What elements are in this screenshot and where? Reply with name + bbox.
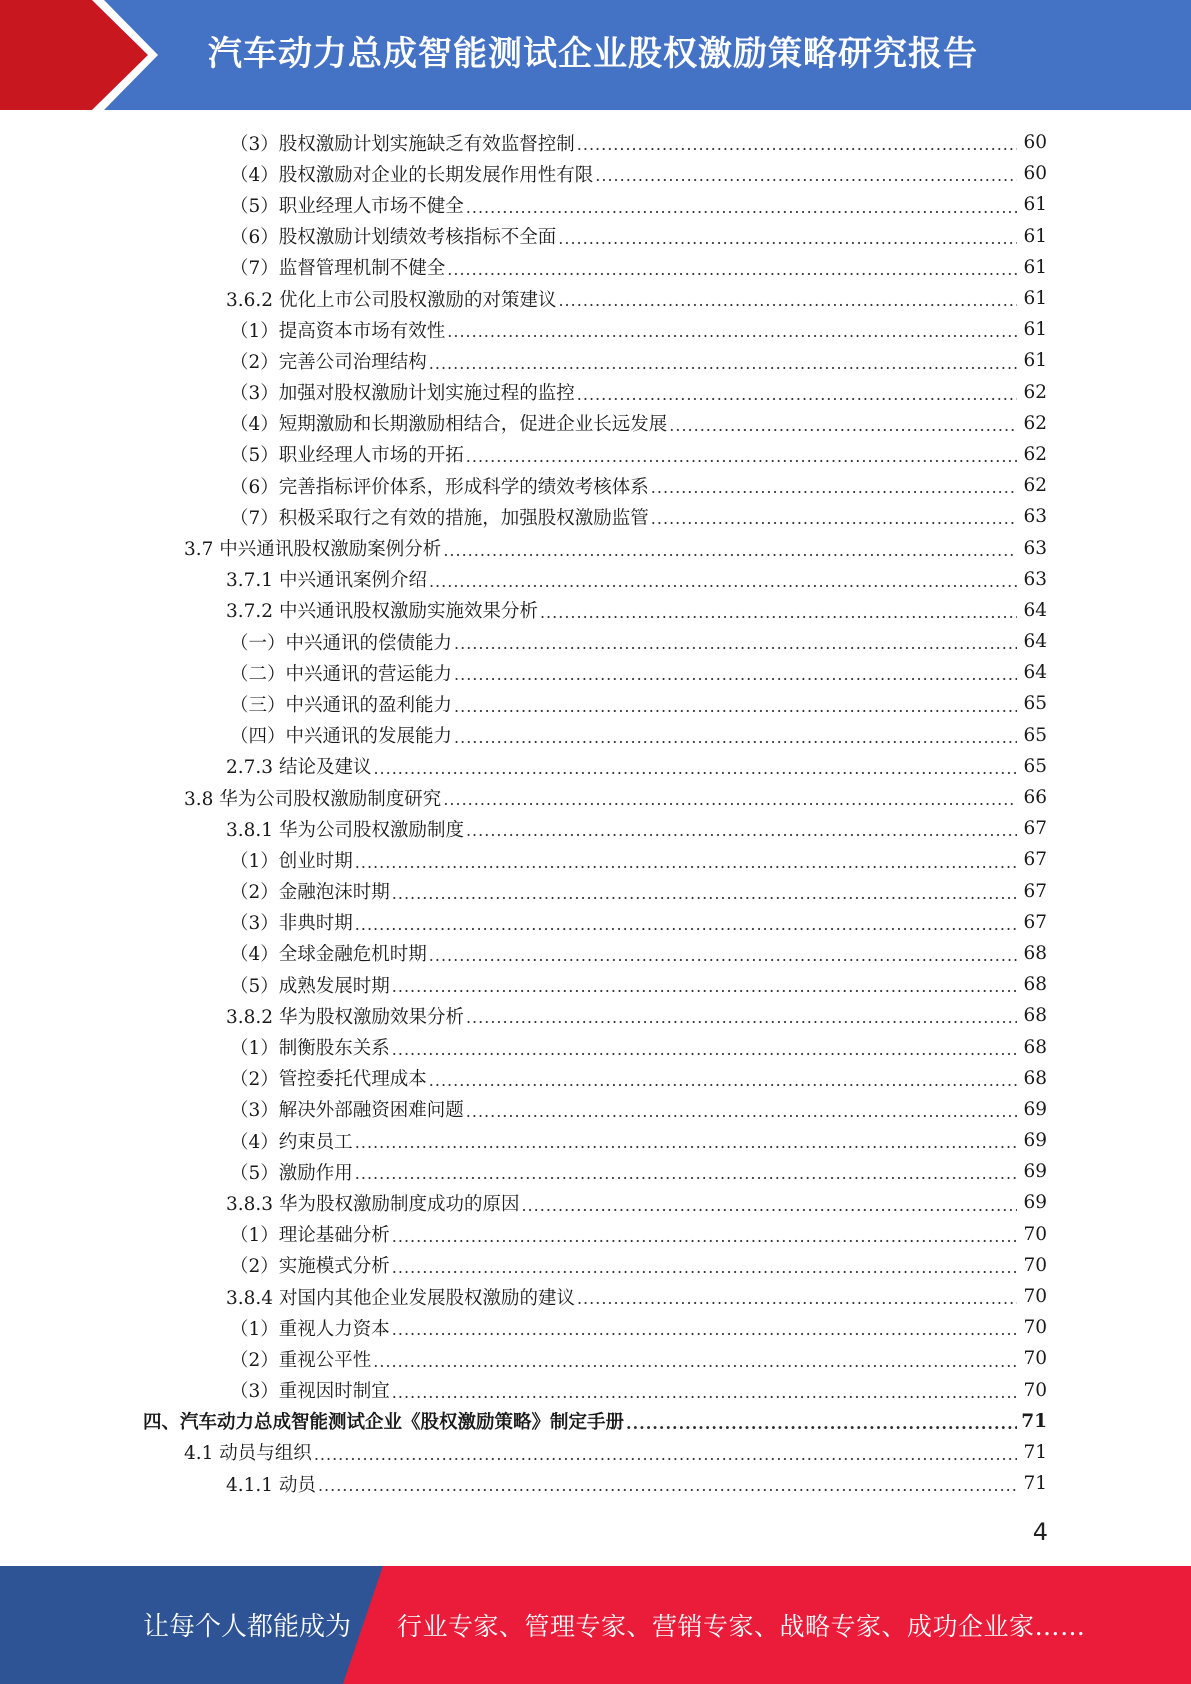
report-title: 汽车动力总成智能测试企业股权激励策略研究报告 bbox=[208, 34, 978, 74]
toc-entry-title: （5）成熟发展时期 bbox=[230, 975, 390, 997]
toc-entry-page: 61 bbox=[1023, 350, 1047, 372]
toc-dot-leader bbox=[429, 354, 1017, 377]
toc-entry[interactable] bbox=[0, 158, 1191, 189]
toc-entry-page: 63 bbox=[1023, 568, 1047, 590]
toc-entry-title: （1）提高资本市场有效性 bbox=[230, 320, 446, 342]
toc-entry-page: 61 bbox=[1023, 319, 1047, 341]
toc-entry-page: 69 bbox=[1023, 1161, 1047, 1183]
toc-entry[interactable] bbox=[0, 1250, 1191, 1281]
toc-dot-leader bbox=[558, 291, 1017, 314]
page-footer bbox=[0, 1566, 1191, 1684]
toc-entry-page: 63 bbox=[1023, 506, 1047, 528]
toc-entry-title: （6）股权激励计划绩效考核指标不全面 bbox=[230, 227, 557, 249]
toc-entry[interactable] bbox=[0, 688, 1191, 719]
toc-entry-title: （一）中兴通讯的偿债能力 bbox=[230, 632, 453, 654]
toc-dot-leader bbox=[392, 1320, 1017, 1343]
toc-entry-page: 70 bbox=[1023, 1286, 1047, 1308]
toc-dot-leader bbox=[577, 385, 1017, 408]
toc-entry-page: 61 bbox=[1023, 225, 1047, 247]
header-red-arrow bbox=[0, 0, 150, 110]
toc-entry[interactable] bbox=[0, 938, 1191, 969]
toc-entry-title: （4）全球金融危机时期 bbox=[230, 944, 427, 966]
toc-entry[interactable] bbox=[0, 626, 1191, 657]
toc-entry-page: 67 bbox=[1023, 911, 1047, 933]
toc-entry[interactable] bbox=[0, 969, 1191, 1000]
footer-slogan-left: 让每个人都能成为 bbox=[143, 1612, 352, 1642]
toc-entry-page: 69 bbox=[1023, 1192, 1047, 1214]
toc-dot-leader bbox=[443, 541, 1017, 564]
toc-entry-title: （2）完善公司治理结构 bbox=[230, 351, 427, 373]
toc-entry-page: 68 bbox=[1023, 1067, 1047, 1089]
toc-entry-page: 62 bbox=[1023, 412, 1047, 434]
toc-entry-title: （3）加强对股权激励计划实施过程的监控 bbox=[230, 383, 575, 405]
toc-dot-leader bbox=[355, 1164, 1017, 1187]
toc-entry[interactable] bbox=[0, 1375, 1191, 1406]
toc-entry-title: （2）实施模式分析 bbox=[230, 1256, 390, 1278]
toc-dot-leader bbox=[318, 1476, 1017, 1499]
toc-entry-page: 69 bbox=[1023, 1098, 1047, 1120]
toc-dot-leader bbox=[429, 1071, 1017, 1094]
toc-entry-title: 4.1.1 动员 bbox=[226, 1474, 316, 1496]
table-of-contents bbox=[0, 127, 1191, 1499]
toc-entry-page: 60 bbox=[1023, 132, 1047, 154]
toc-entry-page: 60 bbox=[1023, 163, 1047, 185]
toc-entry-title: （1）重视人力资本 bbox=[230, 1318, 390, 1340]
toc-entry[interactable] bbox=[0, 1219, 1191, 1250]
toc-entry-title: 3.8.3 华为股权激励制度成功的原因 bbox=[226, 1193, 520, 1215]
toc-dot-leader bbox=[466, 198, 1017, 221]
toc-entry-page: 61 bbox=[1023, 194, 1047, 216]
toc-entry[interactable] bbox=[0, 1343, 1191, 1374]
page-number: 4 bbox=[1032, 1518, 1048, 1546]
toc-entry[interactable] bbox=[0, 408, 1191, 439]
toc-entry-page: 62 bbox=[1023, 475, 1047, 497]
toc-entry[interactable] bbox=[0, 907, 1191, 938]
toc-entry[interactable] bbox=[0, 1000, 1191, 1031]
toc-entry-page: 62 bbox=[1023, 381, 1047, 403]
toc-entry-page: 70 bbox=[1023, 1254, 1047, 1276]
toc-entry-title: （6）完善指标评价体系，形成科学的绩效考核体系 bbox=[230, 476, 649, 498]
toc-entry-page: 66 bbox=[1023, 787, 1047, 809]
toc-dot-leader bbox=[314, 1445, 1017, 1468]
toc-entry-title: （2）重视公平性 bbox=[230, 1349, 372, 1371]
toc-entry-title: （5）职业经理人市场的开拓 bbox=[230, 445, 464, 467]
toc-entry-title: 4.1 动员与组织 bbox=[184, 1443, 312, 1465]
toc-entry-page: 71 bbox=[1021, 1410, 1047, 1432]
toc-dot-leader bbox=[454, 634, 1017, 657]
toc-entry-page: 65 bbox=[1023, 755, 1047, 777]
toc-entry-page: 61 bbox=[1023, 288, 1047, 310]
toc-dot-leader bbox=[447, 260, 1017, 283]
toc-entry-title: （3）重视因时制宜 bbox=[230, 1381, 390, 1403]
toc-dot-leader bbox=[540, 603, 1017, 626]
toc-dot-leader bbox=[429, 572, 1017, 595]
toc-entry-title: 3.8.2 华为股权激励效果分析 bbox=[226, 1006, 464, 1028]
toc-entry[interactable] bbox=[0, 1437, 1191, 1468]
toc-entry[interactable] bbox=[0, 345, 1191, 376]
toc-entry[interactable] bbox=[0, 844, 1191, 875]
toc-entry-title: 3.6.2 优化上市公司股权激励的对策建议 bbox=[226, 289, 557, 311]
footer-slogan-right: 行业专家、管理专家、营销专家、战略专家、成功企业家…… bbox=[397, 1612, 1086, 1641]
toc-entry[interactable] bbox=[0, 470, 1191, 501]
toc-dot-leader bbox=[392, 1258, 1017, 1281]
toc-entry-page: 67 bbox=[1023, 818, 1047, 840]
toc-entry-title: 3.8.1 华为公司股权激励制度 bbox=[226, 819, 464, 841]
toc-entry-title: （2）管控委托代理成本 bbox=[230, 1069, 427, 1091]
toc-entry-page: 61 bbox=[1023, 256, 1047, 278]
toc-entry-page: 65 bbox=[1023, 724, 1047, 746]
toc-entry[interactable] bbox=[0, 751, 1191, 782]
toc-entry-title: 3.7.1 中兴通讯案例介绍 bbox=[226, 570, 427, 592]
toc-dot-leader bbox=[626, 1414, 1017, 1437]
toc-entry-page: 65 bbox=[1023, 693, 1047, 715]
toc-dot-leader bbox=[392, 1383, 1017, 1406]
toc-dot-leader bbox=[466, 447, 1017, 470]
toc-entry[interactable] bbox=[0, 657, 1191, 688]
toc-entry[interactable] bbox=[0, 127, 1191, 158]
toc-entry[interactable] bbox=[0, 1281, 1191, 1312]
toc-entry[interactable] bbox=[0, 1031, 1191, 1062]
toc-dot-leader bbox=[454, 665, 1017, 688]
toc-dot-leader bbox=[443, 790, 1017, 813]
toc-entry-title: （2）金融泡沫时期 bbox=[230, 882, 390, 904]
toc-entry[interactable] bbox=[0, 283, 1191, 314]
toc-dot-leader bbox=[595, 166, 1017, 189]
toc-entry-page: 70 bbox=[1023, 1317, 1047, 1339]
toc-entry[interactable] bbox=[0, 252, 1191, 283]
toc-entry-title: 3.7.2 中兴通讯股权激励实施效果分析 bbox=[226, 601, 538, 623]
toc-dot-leader bbox=[577, 135, 1017, 158]
toc-entry-title: （4）约束员工 bbox=[230, 1131, 353, 1153]
page-header bbox=[0, 0, 1191, 110]
toc-dot-leader bbox=[447, 322, 1017, 345]
toc-entry-page: 68 bbox=[1023, 1036, 1047, 1058]
toc-dot-leader bbox=[651, 509, 1017, 532]
toc-dot-leader bbox=[355, 1133, 1017, 1156]
toc-entry[interactable] bbox=[0, 595, 1191, 626]
toc-entry-page: 67 bbox=[1023, 880, 1047, 902]
toc-entry[interactable] bbox=[0, 813, 1191, 844]
toc-entry[interactable] bbox=[0, 782, 1191, 813]
toc-entry-title: （3）非典时期 bbox=[230, 913, 353, 935]
toc-entry[interactable] bbox=[0, 221, 1191, 252]
toc-entry[interactable] bbox=[0, 564, 1191, 595]
toc-entry[interactable] bbox=[0, 876, 1191, 907]
toc-entry-page: 71 bbox=[1023, 1441, 1047, 1463]
toc-entry[interactable] bbox=[0, 1063, 1191, 1094]
toc-entry-page: 68 bbox=[1023, 942, 1047, 964]
toc-entry-title: 四、汽车动力总成智能测试企业《股权激励策略》制定手册 bbox=[143, 1412, 625, 1434]
toc-entry[interactable] bbox=[0, 1156, 1191, 1187]
toc-entry-title: （7）监督管理机制不健全 bbox=[230, 258, 446, 280]
toc-dot-leader bbox=[466, 821, 1017, 844]
toc-entry-title: （5）职业经理人市场不健全 bbox=[230, 195, 464, 217]
toc-entry[interactable] bbox=[0, 1312, 1191, 1343]
toc-entry[interactable] bbox=[0, 1094, 1191, 1125]
toc-entry-title: 3.8 华为公司股权激励制度研究 bbox=[184, 788, 442, 810]
toc-entry-title: （7）积极采取行之有效的措施，加强股权激励监管 bbox=[230, 507, 649, 529]
toc-dot-leader bbox=[392, 1227, 1017, 1250]
toc-entry-title: （1）理论基础分析 bbox=[230, 1225, 390, 1247]
toc-entry-page: 69 bbox=[1023, 1130, 1047, 1152]
toc-entry-title: （5）激励作用 bbox=[230, 1162, 353, 1184]
toc-entry[interactable] bbox=[0, 1468, 1191, 1499]
toc-dot-leader bbox=[355, 853, 1017, 876]
toc-entry[interactable] bbox=[0, 1187, 1191, 1218]
toc-entry[interactable] bbox=[0, 1125, 1191, 1156]
toc-entry-title: 3.8.4 对国内其他企业发展股权激励的建议 bbox=[226, 1287, 575, 1309]
toc-entry-title: （1）创业时期 bbox=[230, 850, 353, 872]
toc-dot-leader bbox=[521, 1196, 1017, 1219]
toc-entry-page: 68 bbox=[1023, 974, 1047, 996]
toc-entry[interactable] bbox=[0, 532, 1191, 563]
toc-dot-leader bbox=[669, 416, 1017, 439]
toc-entry-title: （四）中兴通讯的发展能力 bbox=[230, 726, 453, 748]
toc-dot-leader bbox=[577, 1289, 1017, 1312]
toc-entry[interactable] bbox=[0, 439, 1191, 470]
toc-dot-leader bbox=[392, 977, 1017, 1000]
toc-entry[interactable] bbox=[0, 189, 1191, 220]
toc-entry[interactable] bbox=[0, 377, 1191, 408]
toc-entry[interactable] bbox=[0, 1406, 1191, 1437]
toc-dot-leader bbox=[373, 759, 1017, 782]
toc-entry-page: 64 bbox=[1023, 631, 1047, 653]
toc-entry-title: （三）中兴通讯的盈利能力 bbox=[230, 694, 453, 716]
toc-entry-page: 67 bbox=[1023, 849, 1047, 871]
toc-dot-leader bbox=[558, 229, 1017, 252]
toc-entry-title: 2.7.3 结论及建议 bbox=[226, 757, 372, 779]
toc-entry[interactable] bbox=[0, 501, 1191, 532]
toc-dot-leader bbox=[651, 478, 1017, 501]
toc-dot-leader bbox=[466, 1102, 1017, 1125]
toc-entry-title: （3）解决外部融资困难问题 bbox=[230, 1100, 464, 1122]
toc-dot-leader bbox=[392, 1040, 1017, 1063]
toc-entry[interactable] bbox=[0, 720, 1191, 751]
toc-entry-page: 70 bbox=[1023, 1223, 1047, 1245]
toc-entry-title: 3.7 中兴通讯股权激励案例分析 bbox=[184, 539, 442, 561]
toc-dot-leader bbox=[373, 1352, 1017, 1375]
toc-entry-page: 64 bbox=[1023, 662, 1047, 684]
toc-entry-page: 64 bbox=[1023, 599, 1047, 621]
toc-dot-leader bbox=[454, 728, 1017, 751]
toc-dot-leader bbox=[429, 946, 1017, 969]
toc-entry-title: （二）中兴通讯的营运能力 bbox=[230, 663, 453, 685]
toc-dot-leader bbox=[466, 1008, 1017, 1031]
toc-dot-leader bbox=[392, 884, 1017, 907]
toc-dot-leader bbox=[454, 697, 1017, 720]
toc-entry-title: （1）制衡股东关系 bbox=[230, 1038, 390, 1060]
toc-dot-leader bbox=[355, 915, 1017, 938]
toc-entry-page: 70 bbox=[1023, 1379, 1047, 1401]
toc-entry-page: 70 bbox=[1023, 1348, 1047, 1370]
toc-entry-page: 71 bbox=[1023, 1473, 1047, 1495]
toc-entry-page: 63 bbox=[1023, 537, 1047, 559]
toc-entry[interactable] bbox=[0, 314, 1191, 345]
toc-entry-page: 62 bbox=[1023, 443, 1047, 465]
toc-entry-title: （4）股权激励对企业的长期发展作用性有限 bbox=[230, 164, 594, 186]
toc-entry-title: （3）股权激励计划实施缺乏有效监督控制 bbox=[230, 133, 575, 155]
toc-entry-title: （4）短期激励和长期激励相结合，促进企业长远发展 bbox=[230, 414, 668, 436]
toc-entry-page: 68 bbox=[1023, 1005, 1047, 1027]
